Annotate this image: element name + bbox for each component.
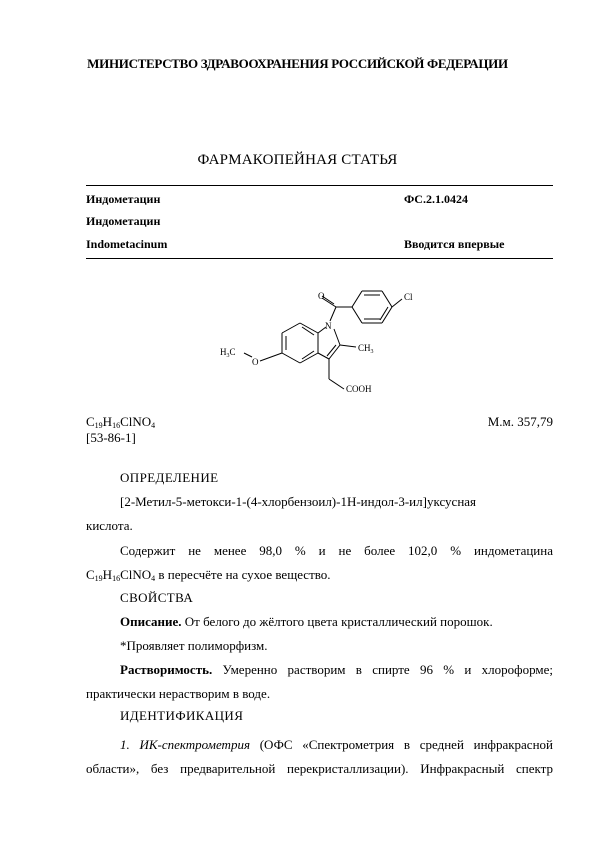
section-definition-heading: ОПРЕДЕЛЕНИЕ: [120, 470, 219, 485]
definition-formula-h: H: [102, 567, 113, 582]
ministry-title: МИНИСТЕРСТВО ЗДРАВООХРАНЕНИЯ РОССИЙСКОЙ ФЕДЕРАЦИИ: [87, 56, 508, 71]
molar-mass: М.м. 357,79: [487, 414, 553, 429]
formula-h-count: 16: [112, 421, 121, 430]
solubility-text: Умеренно растворим в спирте 96 % и хлороформе;: [212, 662, 553, 677]
nitrogen-label: N: [325, 321, 332, 331]
drug-name-latin: Indometacinum: [86, 237, 168, 251]
description-label: Описание.: [120, 614, 182, 629]
definition-chemical-name: [2-Метил-5-метокси-1-(4-хлорбензоил)-1H-индол-3-ил]уксусная: [120, 494, 477, 509]
definition-tail: в пересчёте на сухое вещество.: [155, 567, 331, 582]
formula-h: H: [102, 414, 113, 429]
formula-c-count: 19: [94, 421, 103, 430]
definition-formula-o-count: 4: [151, 574, 156, 583]
ir-paragraph: [86, 733, 553, 757]
definition-content-cont: [86, 563, 553, 587]
section-properties-heading: СВОЙСТВА: [120, 590, 194, 605]
formula-clno: ClNO: [120, 414, 152, 429]
divider-top: [86, 185, 553, 186]
ir-text: (ОФС «Спектрометрия в средней инфракрасной: [250, 737, 553, 752]
molecular-formula: [86, 414, 155, 430]
polymorphism-note: *Проявляет полиморфизм.: [120, 638, 268, 653]
chlorine-label: Cl: [404, 292, 413, 302]
svg-text:H3C: [220, 347, 236, 359]
description-paragraph: [86, 610, 553, 634]
document-type-title: ФАРМАКОПЕЙНАЯ СТАТЬЯ: [197, 152, 398, 168]
definition-formula-h-count: 16: [112, 574, 121, 583]
drug-name-ru: Индометацин: [86, 192, 161, 206]
carboxyl-label: COOH: [346, 384, 372, 394]
methoxy-subscript: 3: [226, 353, 230, 359]
methyl-label: CH: [358, 343, 371, 353]
structural-formula: [214, 285, 444, 405]
introduction-status: Вводится впервые: [404, 237, 505, 251]
divider-bottom: [86, 258, 553, 259]
methoxy-oxygen-label: O: [252, 357, 259, 367]
formula-c: C: [86, 414, 95, 429]
cas-number: [53-86-1]: [86, 430, 136, 445]
drug-name-ru-2: Индометацин: [86, 214, 161, 228]
monograph-code: ФС.2.1.0424: [404, 192, 468, 206]
definition-chemical-name-cont: кислота.: [86, 518, 133, 533]
definition-formula-clno: ClNO: [120, 567, 152, 582]
section-identification-heading: ИДЕНТИФИКАЦИЯ: [120, 708, 244, 723]
definition-formula-c: C: [86, 567, 95, 582]
solubility-cont: практически нерастворим в воде.: [86, 686, 271, 701]
svg-text:CH3: [358, 343, 374, 355]
methyl-subscript: 3: [370, 349, 374, 355]
carbonyl-oxygen-label: O: [318, 291, 325, 301]
methoxy-c-label: C: [229, 347, 236, 357]
description-text: От белого до жёлтого цвета кристаллический порошок.: [181, 614, 493, 629]
definition-content: Содержит не менее 98,0 % и не более 102,0 % индометацина: [120, 543, 553, 558]
solubility-paragraph: [86, 658, 553, 682]
methoxy-h-label: H: [220, 347, 227, 357]
solubility-label: Растворимость.: [120, 662, 213, 677]
formula-o-count: 4: [151, 421, 156, 430]
ir-cont: области», без предварительной перекристаллизации). Инфракрасный спектр: [86, 761, 553, 776]
definition-formula-c-count: 19: [94, 574, 103, 583]
ir-label: 1. ИК-спектрометрия: [120, 737, 250, 752]
